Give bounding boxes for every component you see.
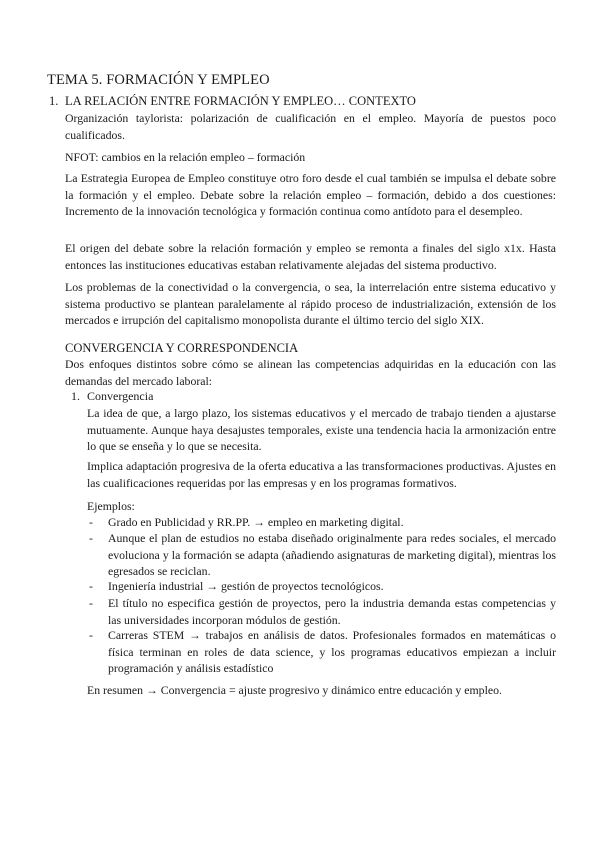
bullet-marker: - xyxy=(89,596,93,610)
summary-line: En resumen → Convergencia = ajuste progresivo y dinámico entre educación y empleo. xyxy=(87,683,502,697)
paragraph-estrategia: La Estrategia Europea de Empleo constituye otro foro desde el cual también se impulsa el debate sobre la formación y el empleo. Debate sobre la relación empleo – formación, debido a dos cuestiones: Incremento de la innovación tecnológica y formación continua como antídoto para el desempleo. xyxy=(65,171,556,218)
list-item: Aunque el plan de estudios no estaba diseñado originalmente para redes sociales, el mercado evoluciona y la formación se adapta (añadiendo asignaturas de marketing digital), mientras los egresados se reciclan. xyxy=(108,531,556,578)
document-title: TEMA 5. FORMACIÓN Y EMPLEO xyxy=(47,72,270,88)
bullet-marker: - xyxy=(89,531,93,545)
paragraph-nfot: NFOT: cambios en la relación empleo – formación xyxy=(65,150,306,164)
list-item: Carreras STEM → trabajos en análisis de datos. Profesionales formados en matemáticas o física terminan en roles de data science, y los programas educativos empiezan a incluir programación y análisis estadístico xyxy=(108,628,556,675)
paragraph-origen: El origen del debate sobre la relación formación y empleo se remonta a finales del siglo x1x. Hasta entonces las instituciones educativas estaban relativamente alejadas del sistema productivo. xyxy=(65,241,556,272)
subsection-heading: CONVERGENCIA Y CORRESPONDENCIA xyxy=(65,341,299,355)
examples-label: Ejemplos: xyxy=(87,499,135,513)
list-item: Grado en Publicidad y RR.PP. → empleo en marketing digital. xyxy=(108,515,404,529)
list-item: El título no especifica gestión de proyectos, pero la industria demanda estas competencias y las universidades incorporan módulos de gestión. xyxy=(108,596,556,627)
bullet-marker: - xyxy=(89,628,93,642)
paragraph-taylorista: Organización taylorista: polarización de cualificación en el empleo. Mayoría de puestos poco cualificados. xyxy=(65,111,556,142)
section-heading xyxy=(49,94,416,109)
section-heading-text: LA RELACIÓN ENTRE FORMACIÓN Y EMPLEO… CONTEXTO xyxy=(65,94,416,108)
paragraph-convergencia-2: Implica adaptación progresiva de la oferta educativa a las transformaciones productivas. Ajustes en las cualificaciones requeridas por las empresas y en los programas formativos. xyxy=(87,459,556,490)
bullet-marker: - xyxy=(89,515,93,529)
paragraph-problemas: Los problemas de la conectividad o la convergencia, o sea, la interrelación entre sistema educativo y sistema productivo se plantean paralelamente al rápido proceso de industrialización, extensión de los mercados e irrupción del capitalismo monopolista durante el último tercio del siglo XIX. xyxy=(65,280,556,327)
list-item-label: Convergencia xyxy=(87,389,154,403)
paragraph-convergencia-1: La idea de que, a largo plazo, los sistemas educativos y el mercado de trabajo tienden a ajustarse mutuamente. Aunque haya desajustes temporales, existe una tendencia hacia la armonización entre lo que se enseña y lo que se necesita. xyxy=(87,406,556,453)
bullet-marker: - xyxy=(89,579,93,593)
list-item: Ingeniería industrial → gestión de proyectos tecnológicos. xyxy=(108,579,384,593)
list-item-number: 1. xyxy=(71,389,80,403)
list-item-heading xyxy=(71,389,153,404)
paragraph-intro: Dos enfoques distintos sobre cómo se alinean las competencias adquiridas en la educación con las demandas del mercado laboral: xyxy=(65,357,556,388)
section-number: 1. xyxy=(49,94,59,108)
